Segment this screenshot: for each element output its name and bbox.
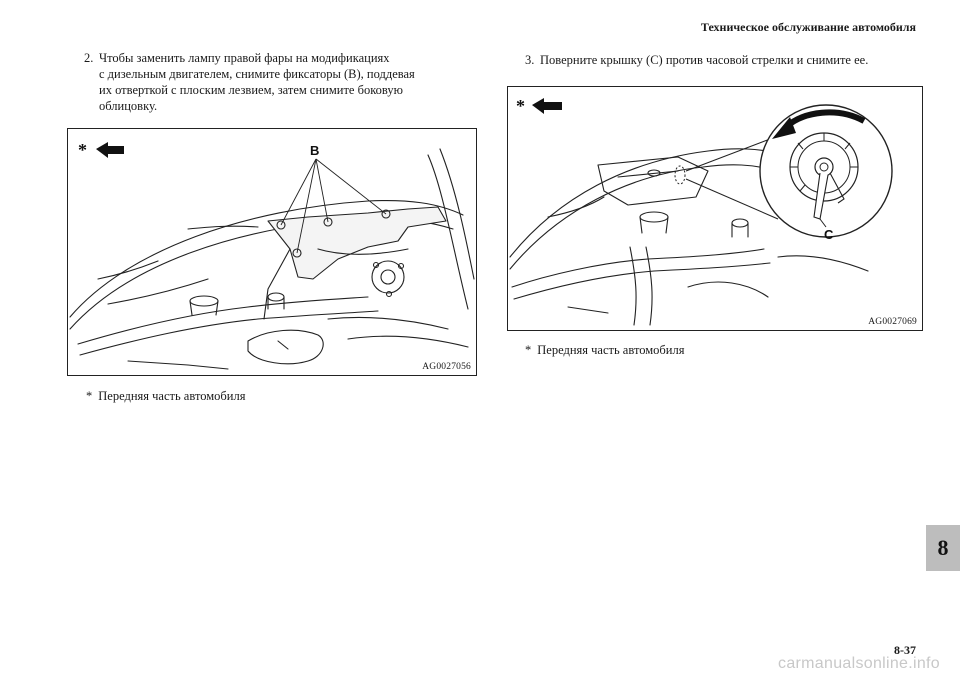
step-number: 2. [84, 51, 94, 65]
caption-text: Передняя часть автомобиля [98, 389, 246, 403]
figure-asterisk: * [516, 96, 525, 116]
cap-detail-magnifier [760, 105, 892, 242]
page-header-title: Техническое обслуживание автомобиля [700, 20, 916, 34]
figure-code: AG0027056 [422, 362, 471, 372]
section-tab: 8 [926, 525, 960, 571]
caption-marker: * [525, 343, 532, 357]
page-number: 8-37 [894, 643, 916, 657]
figure-asterisk: * [78, 140, 87, 160]
figure-code: AG0027069 [868, 317, 917, 327]
callout-label-b: B [310, 143, 320, 158]
engine-bay-illustration-1 [68, 129, 476, 375]
caption-text: Передняя часть автомобиля [537, 343, 685, 357]
step-2 [84, 50, 484, 120]
step-text: Поверните крышку (C) против часовой стрелки и снимите ее. [540, 53, 869, 67]
step-3 [525, 52, 945, 72]
front-direction-arrow-icon [96, 142, 124, 158]
callout-label-c: C [824, 227, 834, 242]
figure-caption-2 [525, 343, 684, 358]
figure-caption-1 [86, 389, 245, 404]
figure-side-trim-removal [67, 128, 477, 376]
engine-bay-illustration-2 [508, 87, 922, 330]
step-number: 3. [525, 53, 535, 67]
watermark: carmanualsonline.info [778, 655, 940, 672]
step-text: Чтобы заменить лампу правой фары на модификациях с дизельным двигателем, снимите фиксаторы (B), поддевая их отверткой с плоским лезвием, затем снимите боковую облицовку. [99, 51, 415, 113]
caption-marker: * [86, 389, 93, 403]
figure-cap-removal [507, 86, 923, 331]
front-direction-arrow-icon [532, 98, 562, 114]
